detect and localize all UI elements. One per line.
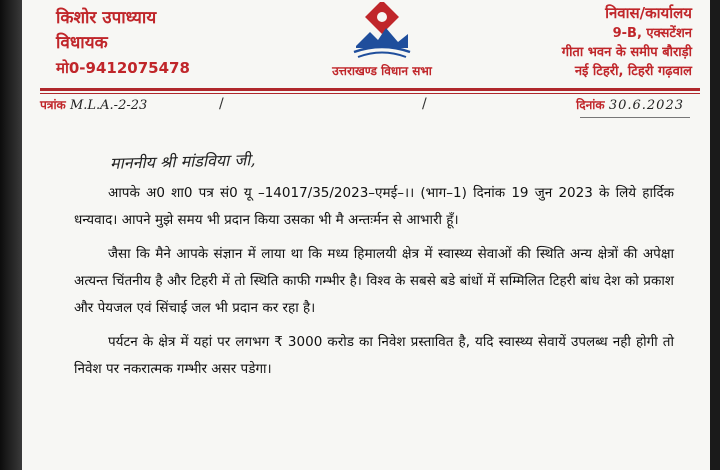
address-block [562,2,692,81]
emblem-icon [350,2,414,60]
date-label: दिनांक [576,98,605,112]
letter-body [74,180,674,390]
address-line-3: नई टिहरी, टिहरी गढ़वाल [574,64,692,79]
date-value: 30.6.2023 [608,98,684,113]
paragraph: जैसा कि मैने आपके संज्ञान में लाया था कि मध्य हिमालयी क्षेत्र में स्वास्थ्य सेवाओं की स्थिति अन्य क्षेत्रों की अपेक्षा अत्यन्त चिंतनीय है और टिहरी में तो स्थिति काफी गम्भीर है। विश्व के सबसे बडे बांधों में सम्मिलित टिहरी बांध देश को प्रकाश और पेयजल एवं सिंचाई जल भी प्रदान कर रहा है। [74,246,674,316]
salutation: माननीय श्री मांडविया जी, [109,150,256,173]
sender-name: किशोर उपाध्याय [56,8,157,28]
date-underline [580,117,690,118]
paragraph: पर्यटन के क्षेत्र में यहां पर लगभग ₹ 3000 करोड का निवेश प्रस्तावित है, यदि स्वास्थ्य सेवायें उपलब्ध नही होगी तो निवेश पर नकरात्मक गम्भीर असर पडेगा। [74,334,674,377]
sender-mobile: मो0-9412075478 [56,59,190,77]
sender-designation: विधायक [56,33,108,53]
reference-label: पत्रांक [40,98,66,112]
address-line-2: गीता भवन के समीप बौराड़ी [561,45,692,60]
header-divider-thin [40,93,700,94]
address-line-1: 9-B, एक्सटेंशन [612,26,692,41]
dark-margin [0,0,22,470]
reference-number [40,96,147,113]
letter-page [22,0,710,470]
reference-slash: / [422,96,427,112]
letter-date [576,96,684,113]
header-divider [40,88,700,91]
assembly-logo [322,2,442,82]
reference-value: M.L.A.-2-23 [69,98,148,113]
address-title: निवास/कार्यालय [605,4,692,22]
reference-slash: / [219,96,224,112]
logo-caption: उत्तराखण्ड विधान सभा [332,64,432,78]
paragraph: आपके अ0 शा0 पत्र सं0 यू –14017/35/2023–एमई–।। (भाग–1) दिनांक 19 जुन 2023 के लिये हार्दिक धन्यवाद। आपने मुझे समय भी प्रदान किया उसका भी मै अन्तःर्मन से आभारी हूँ। [74,185,674,228]
sender-block [56,6,190,80]
